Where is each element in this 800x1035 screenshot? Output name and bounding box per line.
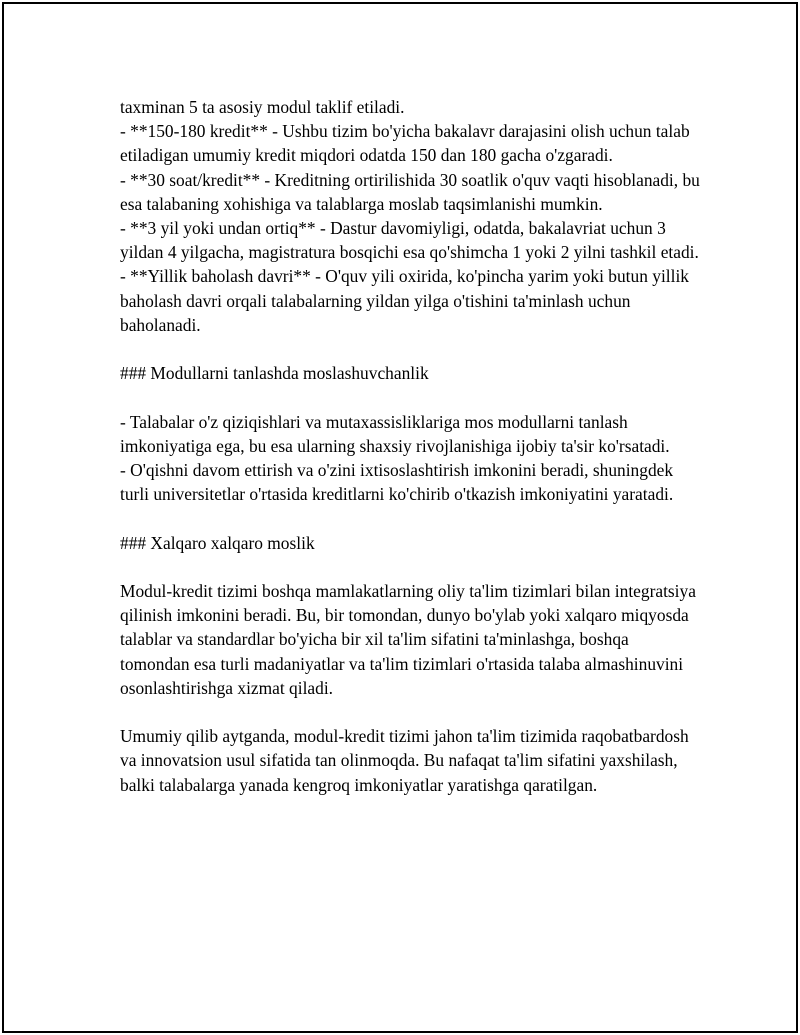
list-item-credits: - **150-180 kredit** - Ushbu tizim bo'yicha bakalavr darajasini olish uchun talab etiladigan umumiy kredit miqdori odatda 150 dan 180 gacha o'zgaradi. (120, 121, 690, 166)
list-item-transfer: - O'qishni davom ettirish va o'zini ixtisoslashtirish imkonini beradi, shuningdek turli universitetlar o'rtasida kreditlarni ko'chirib o'tkazish imkoniyatini yaratadi. (120, 460, 674, 505)
section-heading-flexibility: ### Modullarni tanlashda moslashuvchanlik (120, 363, 429, 384)
spacer (120, 555, 700, 579)
paragraph-integration: Modul-kredit tizimi boshqa mamlakatlarning oliy ta'lim tizimlari bilan integratsiya qilinish imkonini beradi. Bu, bir tomondan, dunyo bo'ylab yoki xalqaro miqyosda talablar va standardlar bo'yicha bir xil ta'lim sifatini ta'minlashga, boshqa tomondan esa turli madaniyatlar va ta'lim tizimlari o'rtasida talaba almashinuvini osonlashtirishga xizmat qiladi. (120, 581, 696, 698)
list-item-hours: - **30 soat/kredit** - Kreditning ortirilishida 30 soatlik o'quv vaqti hisoblanadi, bu esa talabaning xohishiga va talablarga moslab taqsimlanishi mumkin. (120, 169, 700, 214)
intro-line: taxminan 5 ta asosiy modul taklif etiladi. (120, 97, 405, 117)
page-frame (2, 2, 798, 1033)
section-heading-international: ### Xalqaro xalqaro moslik (120, 532, 315, 553)
spacer (120, 385, 700, 409)
spacer (120, 337, 700, 361)
paragraph-conclusion: Umumiy qilib aytganda, modul-kredit tizimi jahon ta'lim tizimida raqobatbardosh va innovatsion usul sifatida tan olinmoqda. Bu nafaqat ta'lim sifatini yaxshilash, balki talabalarga yanada kengroq imkoniyatlar yaratishga qaratilgan. (120, 726, 689, 795)
spacer (120, 700, 700, 724)
spacer (120, 506, 700, 530)
document-body (120, 95, 700, 797)
list-item-choice: - Talabalar o'z qiziqishlari va mutaxassisliklariga mos modullarni tanlash imkoniyatiga ega, bu esa ularning shaxsiy rivojlanishiga ijobiy ta'sir ko'rsatadi. (120, 411, 670, 456)
list-item-assessment: - **Yillik baholash davri** - O'quv yili oxirida, ko'pincha yarim yoki butun yillik baholash davri orqali talabalarning yildan yilga o'tishini ta'minlash uchun baholanadi. (120, 266, 689, 335)
list-item-duration: - **3 yil yoki undan ortiq** - Dastur davomiyligi, odatda, bakalavriat uchun 3 yildan 4 yilgacha, magistratura bosqichi esa qo'shimcha 1 yoki 2 yilni tashkil etadi. (120, 218, 699, 263)
